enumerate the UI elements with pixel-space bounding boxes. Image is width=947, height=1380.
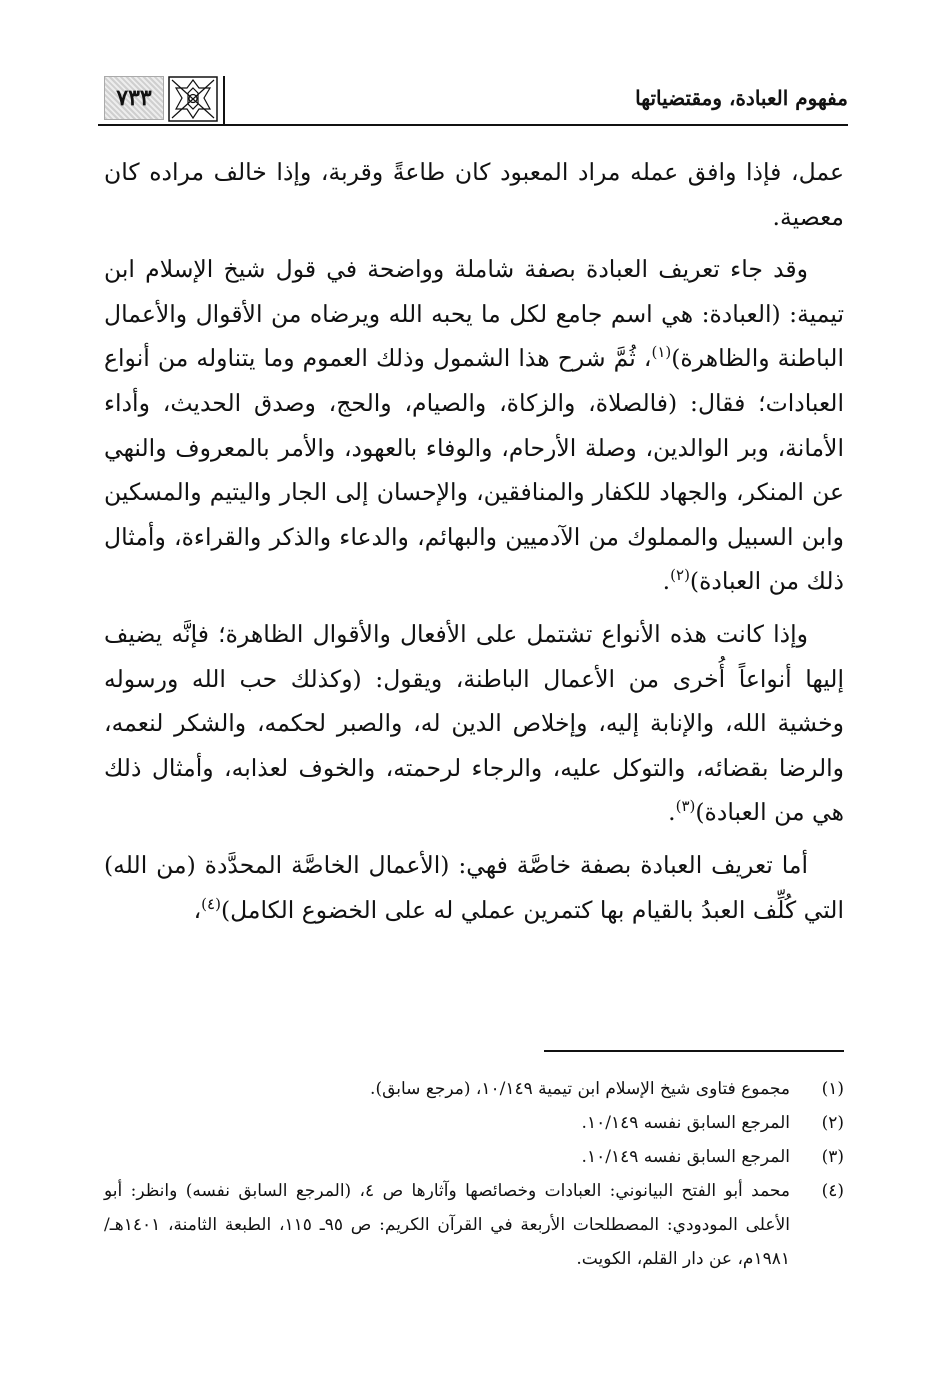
footnote-text: المرجع السابق نفسه ١٠/١٤٩. — [581, 1113, 790, 1133]
paragraph-2 — [104, 247, 844, 604]
paragraph-3-text-end: . — [668, 798, 676, 827]
page-number-box — [104, 76, 164, 120]
header-rule — [98, 124, 848, 126]
main-text — [104, 150, 844, 940]
footnote-4 — [104, 1174, 844, 1276]
paragraph-3-text: وإذا كانت هذه الأنواع تشتمل على الأفعال والأقوال الظاهرة؛ فإنَّه يضيف إليها أنواعاً أُخرى من الأعمال الباطنة، ويقول: (وكذلك حب الله ورسوله وخشية الله، والإنابة إليه، وإخلاص الدين له، والصبر لحكمه، والشكر لنعمه، والرضا بقضائه، والتوكل عليه، والرجاء لرحمته، والخوف لعذابه، وأمثال ذلك هي من العبادة) — [104, 619, 844, 827]
geometric-ornament-icon — [168, 76, 218, 122]
paragraph-2-text-a: وقد جاء تعريف العبادة بصفة شاملة وواضحة في قول شيخ الإسلام ابن تيمية: (العبادة: هي اسم جامع لكل ما يحبه الله ويرضاه من الأقوال والأعمال الباطنة والظاهرة) — [104, 255, 844, 373]
paragraph-4-text: أما تعريف العبادة بصفة خاصَّة فهي: (الأعمال الخاصَّة المحدَّدة (من الله) التي كُلِّف العبدُ بالقيام بها كتمرين عملي له على الخضوع الكامل) — [104, 850, 844, 924]
chapter-title: مفهوم العبادة، ومقتضياتها — [635, 86, 848, 110]
paragraph-4-text-end: ، — [193, 895, 202, 924]
footnote-ref-1[interactable]: (١) — [651, 343, 672, 362]
paragraph-2-text-b: ، ثُمَّ شرح هذا الشمول وذلك العموم وما يتناوله من أنواع العبادات؛ فقال: (فالصلاة، والزكاة، والصيام، والحج، وصدق الحديث، وأداء الأمانة، وبر الوالدين، وصلة الأرحام، والوفاء بالعهود، والأمر بالمعروف والنهي عن المنكر، والجهاد للكفار والمنافقين، والإحسان إلى الجار واليتيم والمسكين وابن السبيل والمملوك من الآدميين والبهائم، والدعاء والذكر والقراءة، وأمثال ذلك من العبادة) — [104, 344, 844, 596]
footnote-1 — [104, 1072, 844, 1106]
footnote-text: مجموع فتاوى شيخ الإسلام ابن تيمية ١٠/١٤٩، (مرجع سابق). — [370, 1079, 790, 1099]
paragraph-1-text: عمل، فإذا وافق عمله مراد المعبود كان طاعةً وقربة، وإذا خالف مراده كان معصية. — [104, 158, 844, 231]
footnote-ref-4[interactable]: (٤) — [201, 894, 221, 913]
paragraph-2-text-c: . — [662, 567, 671, 596]
footnote-separator — [544, 1050, 844, 1052]
running-header — [98, 70, 848, 126]
footnotes — [104, 1072, 844, 1276]
paragraph-4 — [104, 843, 844, 932]
header-divider — [223, 76, 225, 124]
footnote-number: (٣) — [821, 1147, 844, 1167]
footnote-number: (٢) — [821, 1113, 844, 1133]
footnote-number: (١) — [821, 1079, 844, 1099]
footnote-number: (٤) — [821, 1181, 844, 1201]
footnote-2 — [104, 1106, 844, 1140]
paragraph-3 — [104, 612, 844, 835]
paragraph-1 — [104, 150, 844, 239]
page-number: ٧٣٣ — [116, 85, 152, 111]
footnote-3 — [104, 1140, 844, 1174]
footnote-ref-3[interactable]: (٣) — [675, 797, 696, 816]
footnote-text: المرجع السابق نفسه ١٠/١٤٩. — [581, 1147, 790, 1167]
footnote-text: محمد أبو الفتح البيانوني: العبادات وخصائصها وآثارها ص ٤، (المرجع السابق نفسه) وانظر: أبو الأعلى المودودي: المصطلحات الأربعة في القرآن الكريم: ص ٩٥ـ ١١٥، الطبعة الثامنة، ١٤٠١هـ/١٩٨١م، عن دار القلم، الكويت. — [104, 1181, 790, 1269]
footnote-ref-2[interactable]: (٢) — [670, 566, 690, 585]
